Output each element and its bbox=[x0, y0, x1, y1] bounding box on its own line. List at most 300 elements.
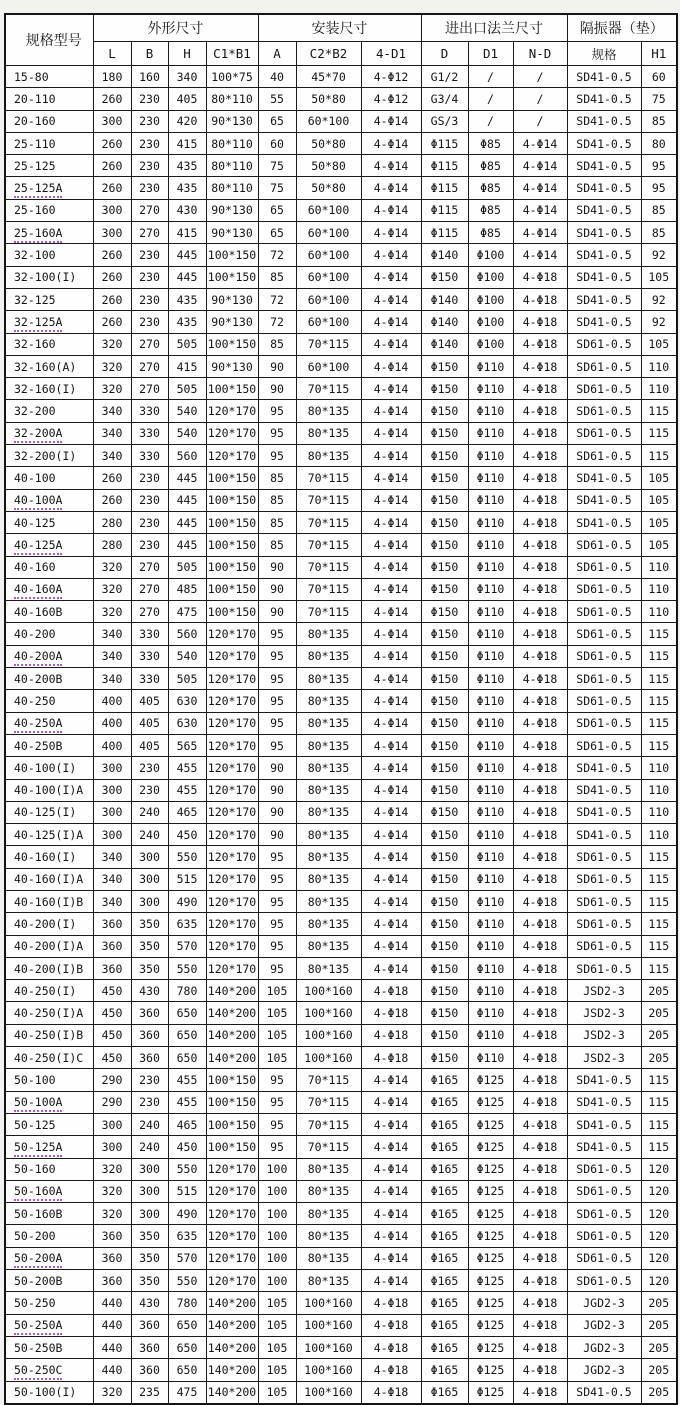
value-cell: 270 bbox=[131, 355, 168, 377]
value-cell: 4-Φ14 bbox=[361, 422, 421, 444]
value-cell: 205 bbox=[641, 1381, 677, 1404]
table-row bbox=[5, 511, 677, 533]
value-cell: 85 bbox=[258, 467, 296, 489]
value-cell: 4-Φ14 bbox=[361, 1180, 421, 1202]
value-cell: 4-Φ14 bbox=[361, 801, 421, 823]
model-label: 32-125A bbox=[14, 315, 62, 332]
value-cell: 4-Φ18 bbox=[513, 556, 567, 578]
model-label: 32-125 bbox=[14, 292, 56, 307]
value-cell: Φ125 bbox=[468, 1247, 513, 1269]
value-cell: Φ150 bbox=[421, 400, 468, 422]
value-cell: Φ110 bbox=[468, 489, 513, 511]
value-cell: 55 bbox=[258, 88, 296, 110]
value-cell: 4-Φ14 bbox=[361, 601, 421, 623]
model-cell bbox=[5, 400, 93, 422]
value-cell: Φ125 bbox=[468, 1381, 513, 1404]
table-row bbox=[5, 1381, 677, 1404]
value-cell: Φ165 bbox=[421, 1359, 468, 1381]
value-cell: 60*100 bbox=[296, 355, 361, 377]
table-row bbox=[5, 601, 677, 623]
value-cell: 330 bbox=[131, 445, 168, 467]
value-cell: 4-Φ14 bbox=[361, 132, 421, 154]
model-cell bbox=[5, 511, 93, 533]
value-cell: 100*150 bbox=[206, 1113, 258, 1135]
value-cell: Φ110 bbox=[468, 846, 513, 868]
value-cell: 140*200 bbox=[206, 980, 258, 1002]
value-cell: SD61-0.5 bbox=[567, 935, 641, 957]
value-cell: 4-Φ18 bbox=[513, 266, 567, 288]
model-cell bbox=[5, 244, 93, 266]
value-cell: 75 bbox=[258, 177, 296, 199]
value-cell: 105 bbox=[641, 489, 677, 511]
value-cell: 430 bbox=[168, 199, 206, 221]
value-cell: 105 bbox=[641, 534, 677, 556]
value-cell: 4-Φ14 bbox=[361, 913, 421, 935]
value-cell: 320 bbox=[93, 1158, 131, 1180]
value-cell: 120 bbox=[641, 1270, 677, 1292]
model-label: 40-160(I)B bbox=[14, 894, 84, 909]
value-cell: 300 bbox=[93, 110, 131, 132]
value-cell: 115 bbox=[641, 668, 677, 690]
value-cell: 85 bbox=[641, 110, 677, 132]
value-cell: 455 bbox=[168, 1091, 206, 1113]
value-cell: 430 bbox=[131, 1292, 168, 1314]
value-cell: 115 bbox=[641, 400, 677, 422]
model-label: 40-200(I) bbox=[14, 916, 77, 931]
value-cell: 100*150 bbox=[206, 489, 258, 511]
value-cell: 4-Φ14 bbox=[361, 110, 421, 132]
value-cell: 455 bbox=[168, 779, 206, 801]
value-cell: 120*170 bbox=[206, 890, 258, 912]
value-cell: Φ150 bbox=[421, 712, 468, 734]
value-cell: Φ115 bbox=[421, 222, 468, 244]
value-cell: Φ165 bbox=[421, 1113, 468, 1135]
value-cell: 4-Φ14 bbox=[361, 222, 421, 244]
value-cell: Φ165 bbox=[421, 1158, 468, 1180]
table-row bbox=[5, 110, 677, 132]
value-cell: 445 bbox=[168, 489, 206, 511]
value-cell: 230 bbox=[131, 244, 168, 266]
value-cell: 95 bbox=[258, 1069, 296, 1091]
value-cell: 340 bbox=[93, 422, 131, 444]
value-cell: Φ110 bbox=[468, 712, 513, 734]
model-label: 50-100(I) bbox=[14, 1385, 77, 1400]
value-cell: 70*115 bbox=[296, 601, 361, 623]
value-cell: 550 bbox=[168, 957, 206, 979]
value-cell: 360 bbox=[93, 1247, 131, 1269]
value-cell: 4-Φ12 bbox=[361, 88, 421, 110]
value-cell: 120*170 bbox=[206, 422, 258, 444]
value-cell: 260 bbox=[93, 467, 131, 489]
value-cell: 140*200 bbox=[206, 1002, 258, 1024]
value-cell: 4-Φ14 bbox=[513, 199, 567, 221]
value-cell: JSD2-3 bbox=[567, 980, 641, 1002]
value-cell: G1/2 bbox=[421, 66, 468, 88]
value-cell: 4-Φ18 bbox=[513, 1136, 567, 1158]
value-cell: 90*130 bbox=[206, 288, 258, 310]
value-cell: 50*80 bbox=[296, 132, 361, 154]
value-cell: 95 bbox=[258, 645, 296, 667]
value-cell: 400 bbox=[93, 690, 131, 712]
value-cell: 140*200 bbox=[206, 1359, 258, 1381]
value-cell: 120 bbox=[641, 1247, 677, 1269]
table-page bbox=[4, 13, 678, 1405]
value-cell: 80*135 bbox=[296, 779, 361, 801]
value-cell: 4-Φ18 bbox=[513, 1247, 567, 1269]
value-cell: 270 bbox=[131, 601, 168, 623]
value-cell: 100 bbox=[258, 1203, 296, 1225]
header-group-installation-dimensions: 安装尺寸 bbox=[258, 14, 421, 42]
value-cell: JGD2-3 bbox=[567, 1314, 641, 1336]
table-row bbox=[5, 445, 677, 467]
value-cell: Φ115 bbox=[421, 199, 468, 221]
value-cell: Φ165 bbox=[421, 1314, 468, 1336]
value-cell: 95 bbox=[258, 690, 296, 712]
table-row bbox=[5, 846, 677, 868]
value-cell: 4-Φ14 bbox=[361, 846, 421, 868]
value-cell: 70*115 bbox=[296, 378, 361, 400]
value-cell: 4-Φ18 bbox=[513, 489, 567, 511]
value-cell: 450 bbox=[168, 1136, 206, 1158]
value-cell: SD61-0.5 bbox=[567, 534, 641, 556]
value-cell: 4-Φ18 bbox=[513, 1024, 567, 1046]
value-cell: 4-Φ18 bbox=[361, 1314, 421, 1336]
value-cell: 115 bbox=[641, 957, 677, 979]
value-cell: 80*110 bbox=[206, 177, 258, 199]
value-cell: SD61-0.5 bbox=[567, 1203, 641, 1225]
model-cell bbox=[5, 1336, 93, 1358]
value-cell: 4-Φ14 bbox=[361, 1203, 421, 1225]
value-cell: 230 bbox=[131, 132, 168, 154]
value-cell: 115 bbox=[641, 1091, 677, 1113]
model-cell bbox=[5, 199, 93, 221]
value-cell: 4-Φ18 bbox=[513, 534, 567, 556]
model-cell bbox=[5, 467, 93, 489]
table-row bbox=[5, 645, 677, 667]
value-cell: 230 bbox=[131, 311, 168, 333]
model-cell bbox=[5, 1091, 93, 1113]
value-cell: Φ150 bbox=[421, 668, 468, 690]
value-cell: 4-Φ18 bbox=[361, 1336, 421, 1358]
value-cell: 260 bbox=[93, 266, 131, 288]
model-cell bbox=[5, 288, 93, 310]
value-cell: 120*170 bbox=[206, 935, 258, 957]
value-cell: 450 bbox=[93, 1047, 131, 1069]
value-cell: 560 bbox=[168, 445, 206, 467]
model-label: 32-100(I) bbox=[14, 270, 77, 285]
value-cell: 95 bbox=[258, 668, 296, 690]
value-cell: 110 bbox=[641, 779, 677, 801]
model-label: 40-160B bbox=[14, 604, 63, 619]
value-cell: 4-Φ14 bbox=[361, 623, 421, 645]
value-cell: 4-Φ14 bbox=[361, 1270, 421, 1292]
value-cell: 4-Φ14 bbox=[361, 244, 421, 266]
value-cell: Φ165 bbox=[421, 1225, 468, 1247]
value-cell: 4-Φ18 bbox=[361, 980, 421, 1002]
value-cell: Φ165 bbox=[421, 1381, 468, 1404]
value-cell: 4-Φ14 bbox=[513, 155, 567, 177]
value-cell: 110 bbox=[641, 556, 677, 578]
table-row bbox=[5, 1336, 677, 1358]
table-row bbox=[5, 1270, 677, 1292]
table-row bbox=[5, 1047, 677, 1069]
table-row bbox=[5, 1136, 677, 1158]
value-cell: Φ150 bbox=[421, 489, 468, 511]
model-label: 40-250(I) bbox=[14, 983, 77, 998]
value-cell: Φ150 bbox=[421, 1024, 468, 1046]
value-cell: 80*135 bbox=[296, 623, 361, 645]
value-cell: 240 bbox=[131, 824, 168, 846]
model-cell bbox=[5, 132, 93, 154]
value-cell: 4-Φ18 bbox=[513, 779, 567, 801]
value-cell: 230 bbox=[131, 1069, 168, 1091]
value-cell: 120*170 bbox=[206, 1270, 258, 1292]
value-cell: Φ110 bbox=[468, 467, 513, 489]
model-cell bbox=[5, 110, 93, 132]
value-cell: 4-Φ14 bbox=[361, 378, 421, 400]
value-cell: 4-Φ14 bbox=[513, 244, 567, 266]
value-cell: 300 bbox=[131, 846, 168, 868]
value-cell: 85 bbox=[258, 489, 296, 511]
value-cell: 405 bbox=[131, 690, 168, 712]
value-cell: 270 bbox=[131, 222, 168, 244]
value-cell: 570 bbox=[168, 935, 206, 957]
model-cell bbox=[5, 1270, 93, 1292]
value-cell: 360 bbox=[93, 913, 131, 935]
value-cell: SD61-0.5 bbox=[567, 556, 641, 578]
value-cell: 100*150 bbox=[206, 578, 258, 600]
value-cell: 4-Φ14 bbox=[361, 311, 421, 333]
value-cell: 320 bbox=[93, 1381, 131, 1404]
table-row bbox=[5, 801, 677, 823]
model-cell bbox=[5, 1002, 93, 1024]
value-cell: 110 bbox=[641, 824, 677, 846]
table-row bbox=[5, 199, 677, 221]
model-label: 32-100 bbox=[14, 248, 56, 263]
value-cell: 60*100 bbox=[296, 311, 361, 333]
value-cell: 320 bbox=[93, 333, 131, 355]
value-cell: 90*130 bbox=[206, 199, 258, 221]
value-cell: 240 bbox=[131, 801, 168, 823]
value-cell: 505 bbox=[168, 378, 206, 400]
value-cell: 360 bbox=[93, 1270, 131, 1292]
value-cell: JGD2-3 bbox=[567, 1292, 641, 1314]
value-cell: 100 bbox=[258, 1158, 296, 1180]
model-cell bbox=[5, 1069, 93, 1091]
value-cell: Φ140 bbox=[421, 244, 468, 266]
value-cell: 120*170 bbox=[206, 1247, 258, 1269]
value-cell: SD41-0.5 bbox=[567, 489, 641, 511]
value-cell: 105 bbox=[258, 1314, 296, 1336]
value-cell: 4-Φ18 bbox=[513, 868, 567, 890]
value-cell: SD41-0.5 bbox=[567, 177, 641, 199]
value-cell: 235 bbox=[131, 1381, 168, 1404]
value-cell: 115 bbox=[641, 734, 677, 756]
value-cell: Φ100 bbox=[468, 288, 513, 310]
table-row bbox=[5, 1002, 677, 1024]
model-label: 50-100A bbox=[14, 1095, 62, 1112]
value-cell: 90 bbox=[258, 578, 296, 600]
value-cell: 270 bbox=[131, 578, 168, 600]
value-cell: 205 bbox=[641, 1359, 677, 1381]
value-cell: Φ110 bbox=[468, 890, 513, 912]
value-cell: 100*75 bbox=[206, 66, 258, 88]
model-label: 40-125(I)A bbox=[14, 827, 84, 842]
value-cell: / bbox=[468, 110, 513, 132]
value-cell: Φ165 bbox=[421, 1270, 468, 1292]
value-cell: Φ165 bbox=[421, 1247, 468, 1269]
value-cell: 4-Φ18 bbox=[513, 890, 567, 912]
model-label: 50-250A bbox=[14, 1318, 62, 1335]
value-cell: Φ150 bbox=[421, 980, 468, 1002]
table-row bbox=[5, 1113, 677, 1135]
value-cell: 80*135 bbox=[296, 1158, 361, 1180]
value-cell: 230 bbox=[131, 467, 168, 489]
value-cell: 105 bbox=[641, 511, 677, 533]
value-cell: 4-Φ18 bbox=[513, 734, 567, 756]
value-cell: 565 bbox=[168, 734, 206, 756]
value-cell: 300 bbox=[93, 222, 131, 244]
value-cell: 4-Φ14 bbox=[361, 868, 421, 890]
model-cell bbox=[5, 333, 93, 355]
value-cell: 4-Φ18 bbox=[513, 1225, 567, 1247]
value-cell: 540 bbox=[168, 400, 206, 422]
value-cell: 115 bbox=[641, 645, 677, 667]
value-cell: SD61-0.5 bbox=[567, 734, 641, 756]
value-cell: 4-Φ18 bbox=[513, 400, 567, 422]
value-cell: 80*135 bbox=[296, 1225, 361, 1247]
value-cell: 490 bbox=[168, 890, 206, 912]
value-cell: 120*170 bbox=[206, 824, 258, 846]
value-cell: Φ110 bbox=[468, 779, 513, 801]
value-cell: 80*135 bbox=[296, 1203, 361, 1225]
model-cell bbox=[5, 890, 93, 912]
model-cell bbox=[5, 757, 93, 779]
value-cell: 95 bbox=[258, 623, 296, 645]
value-cell: 115 bbox=[641, 422, 677, 444]
value-cell: Φ115 bbox=[421, 177, 468, 199]
value-cell: 4-Φ14 bbox=[361, 445, 421, 467]
model-cell bbox=[5, 1113, 93, 1135]
value-cell: 90 bbox=[258, 824, 296, 846]
value-cell: 80*135 bbox=[296, 957, 361, 979]
model-cell bbox=[5, 935, 93, 957]
value-cell: 360 bbox=[93, 1225, 131, 1247]
value-cell: 240 bbox=[131, 1113, 168, 1135]
value-cell: 180 bbox=[93, 66, 131, 88]
value-cell: 4-Φ14 bbox=[361, 199, 421, 221]
value-cell: 4-Φ14 bbox=[361, 177, 421, 199]
value-cell: Φ110 bbox=[468, 980, 513, 1002]
value-cell: 270 bbox=[131, 556, 168, 578]
model-cell bbox=[5, 177, 93, 199]
value-cell: Φ125 bbox=[468, 1158, 513, 1180]
table-row bbox=[5, 824, 677, 846]
value-cell: SD61-0.5 bbox=[567, 846, 641, 868]
value-cell: Φ150 bbox=[421, 601, 468, 623]
value-cell: Φ150 bbox=[421, 445, 468, 467]
value-cell: 105 bbox=[258, 1024, 296, 1046]
value-cell: 300 bbox=[131, 1180, 168, 1202]
table-row bbox=[5, 88, 677, 110]
value-cell: 92 bbox=[641, 288, 677, 310]
model-cell bbox=[5, 1136, 93, 1158]
value-cell: 360 bbox=[131, 1002, 168, 1024]
model-label: 40-200 bbox=[14, 627, 56, 642]
value-cell: 230 bbox=[131, 534, 168, 556]
value-cell: SD61-0.5 bbox=[567, 400, 641, 422]
value-cell: 80*135 bbox=[296, 690, 361, 712]
model-label: 50-160A bbox=[14, 1184, 62, 1201]
value-cell: 80*135 bbox=[296, 824, 361, 846]
value-cell: 4-Φ18 bbox=[513, 1091, 567, 1113]
model-label: 40-125A bbox=[14, 538, 62, 555]
value-cell: Φ125 bbox=[468, 1359, 513, 1381]
value-cell: 230 bbox=[131, 155, 168, 177]
value-cell: 140*200 bbox=[206, 1336, 258, 1358]
value-cell: 455 bbox=[168, 757, 206, 779]
value-cell: SD61-0.5 bbox=[567, 890, 641, 912]
value-cell: 80*135 bbox=[296, 668, 361, 690]
model-cell bbox=[5, 1359, 93, 1381]
value-cell: SD41-0.5 bbox=[567, 311, 641, 333]
value-cell: 635 bbox=[168, 1225, 206, 1247]
value-cell: SD41-0.5 bbox=[567, 757, 641, 779]
value-cell: 80*135 bbox=[296, 890, 361, 912]
value-cell: 100*160 bbox=[296, 1002, 361, 1024]
model-cell bbox=[5, 1381, 93, 1404]
value-cell: Φ110 bbox=[468, 868, 513, 890]
value-cell: 4-Φ18 bbox=[513, 288, 567, 310]
value-cell: 350 bbox=[131, 1247, 168, 1269]
value-cell: 110 bbox=[641, 757, 677, 779]
value-cell: 505 bbox=[168, 556, 206, 578]
value-cell: / bbox=[513, 88, 567, 110]
model-label: 50-200A bbox=[14, 1251, 62, 1268]
table-row bbox=[5, 1225, 677, 1247]
model-label: 40-160A bbox=[14, 582, 62, 599]
value-cell: 230 bbox=[131, 1091, 168, 1113]
subheader-h: H bbox=[168, 42, 206, 66]
model-label: 40-160(I) bbox=[14, 850, 77, 865]
value-cell: Φ110 bbox=[468, 645, 513, 667]
model-cell bbox=[5, 355, 93, 377]
value-cell: 110 bbox=[641, 801, 677, 823]
value-cell: 330 bbox=[131, 668, 168, 690]
value-cell: SD61-0.5 bbox=[567, 355, 641, 377]
value-cell: Φ150 bbox=[421, 824, 468, 846]
value-cell: 4-Φ14 bbox=[361, 668, 421, 690]
value-cell: 270 bbox=[131, 378, 168, 400]
value-cell: 90 bbox=[258, 355, 296, 377]
value-cell: 540 bbox=[168, 645, 206, 667]
value-cell: Φ110 bbox=[468, 1002, 513, 1024]
value-cell: Φ110 bbox=[468, 378, 513, 400]
value-cell: SD41-0.5 bbox=[567, 155, 641, 177]
model-label: 40-160(I)A bbox=[14, 872, 84, 887]
value-cell: 80*135 bbox=[296, 645, 361, 667]
value-cell: 230 bbox=[131, 177, 168, 199]
value-cell: 360 bbox=[131, 1047, 168, 1069]
table-row bbox=[5, 311, 677, 333]
value-cell: 50*80 bbox=[296, 155, 361, 177]
value-cell: 300 bbox=[93, 824, 131, 846]
value-cell: 120*170 bbox=[206, 668, 258, 690]
table-row bbox=[5, 66, 677, 88]
value-cell: 80*135 bbox=[296, 801, 361, 823]
value-cell: 635 bbox=[168, 913, 206, 935]
value-cell: 350 bbox=[131, 913, 168, 935]
